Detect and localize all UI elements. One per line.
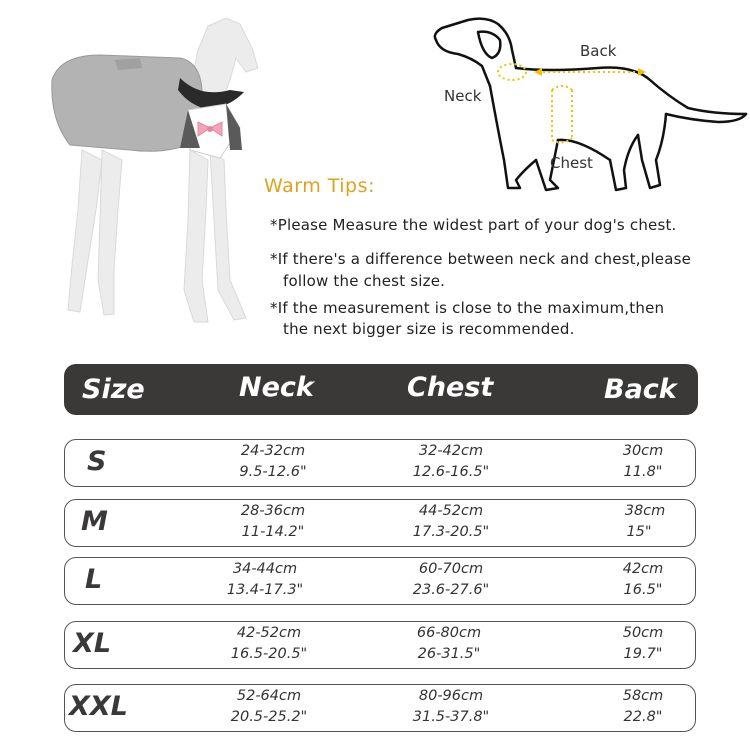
- chest-label: Chest: [550, 154, 593, 172]
- neck-in: 20.5-25.2": [230, 709, 308, 725]
- header-size: Size: [82, 374, 145, 405]
- table-row-m: [64, 499, 696, 547]
- header-chest: Chest: [407, 372, 494, 403]
- dog-mannequin-image: [30, 10, 260, 330]
- table-row-xl: [64, 621, 696, 669]
- size-cell: XL: [73, 628, 112, 659]
- neck-cm: 28-36cm: [240, 503, 306, 519]
- neck-in: 13.4-17.3": [226, 582, 304, 598]
- size-cell: S: [87, 446, 107, 477]
- neck-label: Neck: [444, 87, 482, 105]
- chest-in: 31.5-37.8": [412, 709, 490, 725]
- tip-line: the next bigger size is recommended.: [283, 320, 575, 338]
- back-cm: 30cm: [622, 443, 664, 459]
- neck-cm: 24-32cm: [240, 443, 306, 459]
- neck-cm: 52-64cm: [236, 688, 302, 704]
- back-label: Back: [580, 42, 617, 60]
- table-row-s: [64, 439, 696, 487]
- chest-cm: 44-52cm: [418, 503, 484, 519]
- tip-line: *If the measurement is close to the maximum,then: [270, 299, 665, 317]
- size-cell: XXL: [69, 691, 128, 722]
- back-in: 15": [626, 524, 652, 540]
- back-cm: 58cm: [622, 688, 664, 704]
- neck-in: 11-14.2": [241, 524, 305, 540]
- back-in: 11.8": [623, 464, 663, 480]
- neck-in: 9.5-12.6": [239, 464, 307, 480]
- tip-line: *Please Measure the widest part of your dog's chest.: [270, 216, 677, 234]
- chest-in: 12.6-16.5": [412, 464, 490, 480]
- chest-cm: 32-42cm: [418, 443, 484, 459]
- neck-in: 16.5-20.5": [230, 646, 308, 662]
- size-cell: L: [85, 564, 103, 595]
- chest-in: 23.6-27.6": [412, 582, 490, 598]
- neck-cm: 42-52cm: [236, 625, 302, 641]
- header-neck: Neck: [239, 372, 314, 403]
- tip-line: *If there's a difference between neck and chest,please: [270, 250, 692, 268]
- chest-cm: 80-96cm: [418, 688, 484, 704]
- back-cm: 50cm: [622, 625, 664, 641]
- size-cell: M: [81, 506, 108, 537]
- size-table-header: [64, 364, 698, 415]
- table-row-xxl: [64, 684, 696, 732]
- tips-title: Warm Tips:: [264, 175, 375, 197]
- back-cm: 42cm: [622, 561, 664, 577]
- chest-cm: 60-70cm: [418, 561, 484, 577]
- table-row-l: [64, 557, 696, 605]
- tip-line: follow the chest size.: [283, 272, 446, 290]
- back-in: 16.5": [623, 582, 663, 598]
- back-in: 19.7": [623, 646, 663, 662]
- chest-in: 17.3-20.5": [412, 524, 490, 540]
- back-in: 22.8": [623, 709, 663, 725]
- neck-cm: 34-44cm: [232, 561, 298, 577]
- chest-cm: 66-80cm: [416, 625, 482, 641]
- chest-in: 26-31.5": [417, 646, 481, 662]
- back-cm: 38cm: [624, 503, 666, 519]
- header-back: Back: [604, 374, 677, 405]
